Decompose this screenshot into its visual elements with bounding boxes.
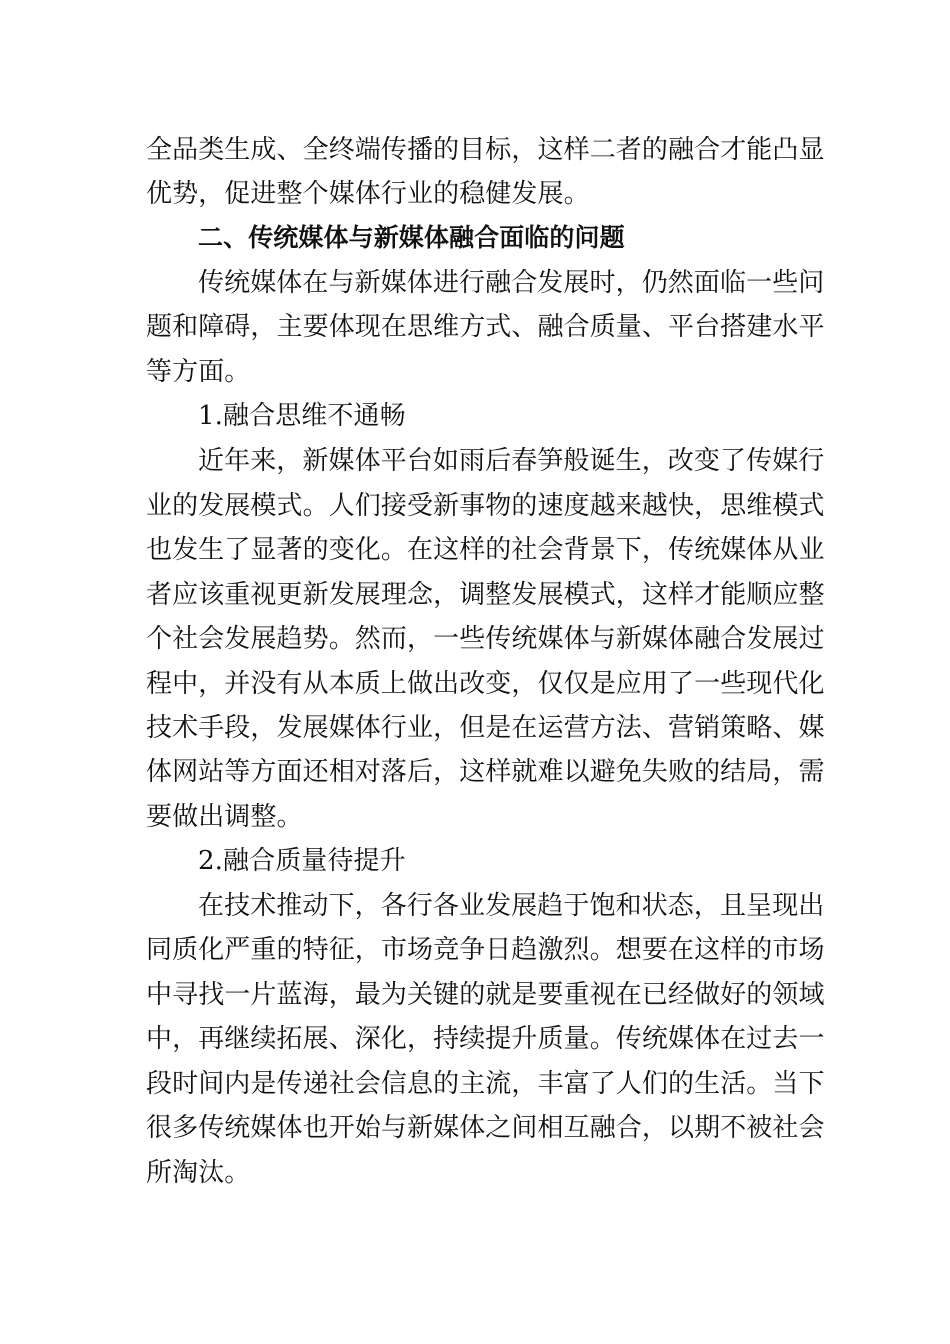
subheading-2: 2.融合质量待提升 [198,846,406,876]
paragraph-line: 近年来，新媒体平台如雨后春笋般诞生，改变了传媒行 [198,446,825,476]
paragraph-line: 中寻找一片蓝海，最为关键的就是要重视在已经做好的领域 [146,980,825,1010]
paragraph-line: 全品类生成、全终端传播的目标，这样二者的融合才能凸显 [146,135,825,165]
paragraph-line: 业的发展模式。人们接受新事物的速度越来越快，思维模式 [146,491,825,521]
paragraph-line: 体网站等方面还相对落后，这样就难以避免失败的结局，需 [146,757,825,787]
paragraph-line: 中，再继续拓展、深化，持续提升质量。传统媒体在过去一 [146,1024,825,1054]
paragraph-line: 程中，并没有从本质上做出改变，仅仅是应用了一些现代化 [146,669,825,699]
paragraph-line: 个社会发展趋势。然而，一些传统媒体与新媒体融合发展过 [146,624,825,654]
paragraph-line: 传统媒体在与新媒体进行融合发展时，仍然面临一些问 [198,268,825,298]
paragraph-line: 很多传统媒体也开始与新媒体之间相互融合，以期不被社会 [146,1113,825,1143]
paragraph-line: 也发生了显著的变化。在这样的社会背景下，传统媒体从业 [146,535,825,565]
subheading-1: 1.融合思维不通畅 [198,401,406,431]
paragraph-line: 同质化严重的特征，市场竞争日趋激烈。想要在这样的市场 [146,935,825,965]
paragraph-line: 在技术推动下，各行各业发展趋于饱和状态，且呈现出 [198,891,825,921]
section-heading: 二、传统媒体与新媒体融合面临的问题 [198,223,625,252]
paragraph-line: 等方面。 [146,357,251,387]
paragraph-line: 优势，促进整个媒体行业的稳健发展。 [146,179,590,209]
paragraph-line: 所淘汰。 [146,1158,251,1188]
paragraph-line: 段时间内是传递社会信息的主流，丰富了人们的生活。当下 [146,1069,825,1099]
paragraph-line: 技术手段，发展媒体行业，但是在运营方法、营销策略、媒 [146,713,825,743]
paragraph-line: 题和障碍，主要体现在思维方式、融合质量、平台搭建水平 [146,312,825,342]
paragraph-line: 要做出调整。 [146,802,303,832]
paragraph-line: 者应该重视更新发展理念，调整发展模式，这样才能顺应整 [146,580,825,610]
